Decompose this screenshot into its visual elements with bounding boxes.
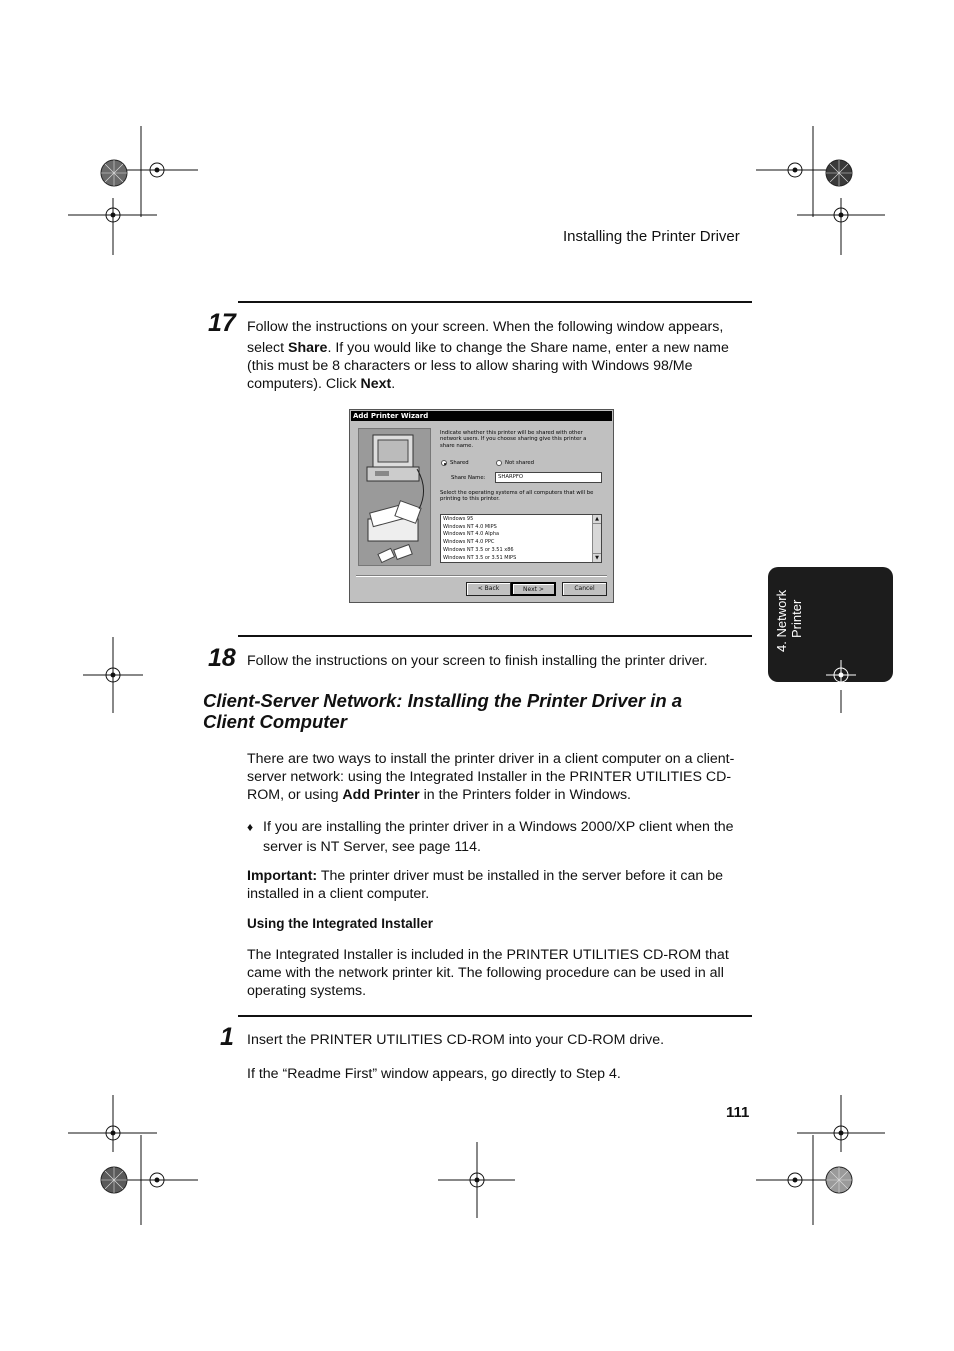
installer-paragraph: The Integrated Installer is included in the PRINTER UTILITIES CD-ROM that came with the network printer kit. The following procedure can be used in all operating systems. (247, 947, 729, 999)
os-list-scrollbar[interactable] (592, 515, 601, 562)
dialog-title: Add Printer Wizard (351, 411, 612, 421)
step1-rule (238, 1015, 752, 1017)
shared-radio[interactable] (441, 460, 447, 466)
shared-radio-label: Shared (450, 460, 469, 466)
os-item[interactable]: Windows NT 4.0 MIPS (443, 523, 497, 530)
step17-line1: Follow the instructions on your screen. When the following window appears, (247, 319, 724, 335)
cancel-button[interactable]: Cancel (562, 582, 607, 596)
add-printer-wizard-dialog (349, 409, 614, 603)
tab-registration-mark (826, 660, 856, 690)
dialog-separator (356, 575, 607, 577)
os-item[interactable]: Windows NT 3.5 or 3.51 x86 (443, 546, 514, 553)
back-button[interactable]: < Back (466, 582, 511, 596)
page-number: 111 (726, 1104, 750, 1121)
not-shared-radio-label: Not shared (505, 460, 535, 466)
chapter-tab-line1: 4. Network (774, 589, 789, 652)
step17-rule (238, 301, 752, 303)
share-name-label: Share Name: (451, 475, 486, 481)
step17-line3: (this must be 8 characters or less to allow sharing with Windows 98/Me (247, 358, 693, 374)
bullet-text: If you are installing the printer driver in a Windows 2000/XP client when the server is NT Server, see page 114. (263, 819, 734, 855)
section-heading: Client-Server Network: Installing the Printer Driver in a Client Computer (203, 690, 683, 732)
os-listbox[interactable] (440, 514, 602, 563)
step1-text: Insert the PRINTER UTILITIES CD-ROM into your CD-ROM drive. (247, 1032, 665, 1048)
os-item[interactable]: Windows NT 4.0 PPC (443, 539, 495, 546)
add-printer-keyword: Add Printer (342, 787, 420, 803)
intro-paragraph: There are two ways to install the printer driver in a client computer on a client- server network: using the Integrated Installer in the PRINTER UTILITIES CD- ROM, or using Add Printer in the Printers folder in Windows. (247, 751, 735, 803)
integrated-installer-subheading: Using the Integrated Installer (247, 916, 434, 931)
not-shared-radio[interactable] (496, 460, 502, 466)
share-name-input[interactable]: SHARPFO (495, 472, 602, 483)
chapter-tab-label (774, 572, 804, 652)
step17-line2: select Share. If you would like to change the Share name, enter a new name (247, 340, 729, 356)
os-item[interactable]: Windows NT 4.0 Alpha (443, 531, 500, 538)
computer-printer-icon (359, 429, 431, 566)
next-button[interactable]: Next > (511, 582, 556, 596)
step18-rule (238, 635, 752, 637)
important-note: Important: The printer driver must be installed in the server before it can be installed in a client computer. (247, 868, 724, 902)
step17-line4: computers). Click Next. (247, 376, 396, 392)
bullet-symbol: ♦ (247, 820, 254, 834)
important-label: Important: (247, 868, 318, 884)
os-item[interactable]: Windows NT 3.5 or 3.51 MIPS (443, 554, 517, 561)
step1-note: If the “Readme First” window appears, go directly to Step 4. (247, 1066, 621, 1082)
os-list-items (443, 516, 516, 562)
running-header: Installing the Printer Driver (563, 228, 740, 245)
printer-illustration (358, 428, 431, 566)
scroll-up-icon[interactable]: ▲ (593, 515, 601, 524)
os-instructions: Select the operating systems of all computers that will be printing to this printer. (440, 490, 594, 503)
step17-number: 17 (208, 309, 236, 337)
share-keyword: Share (288, 340, 328, 356)
dialog-intro: Indicate whether this printer will be shared with other network users. If you choose sharing give this printer a share name. (440, 430, 587, 449)
chapter-tab-line2: Printer (789, 599, 804, 638)
step18-text: Follow the instructions on your screen to finish installing the printer driver. (247, 653, 708, 669)
scroll-down-icon[interactable]: ▼ (593, 553, 601, 562)
step1-number: 1 (220, 1023, 234, 1051)
step17-text (247, 318, 747, 393)
next-keyword: Next (360, 376, 392, 392)
step18-number: 18 (208, 644, 236, 672)
os-item[interactable]: Windows 95 (443, 516, 474, 522)
